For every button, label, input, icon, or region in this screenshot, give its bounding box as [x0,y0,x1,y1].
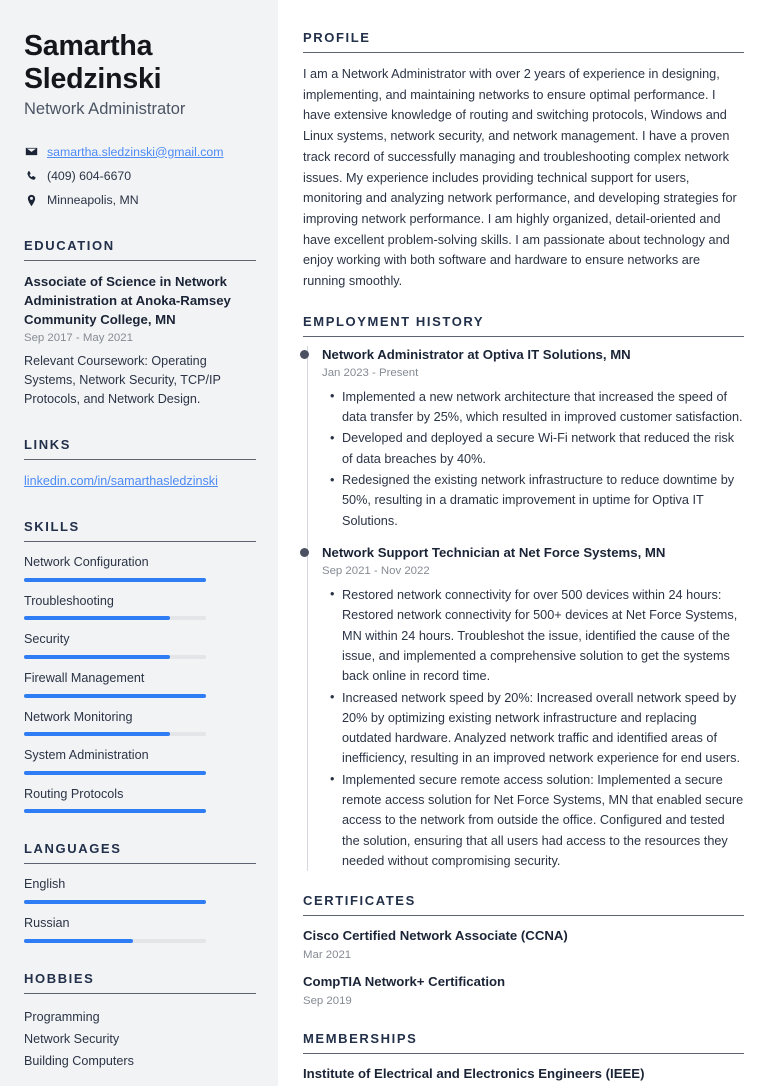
skills-heading: SKILLS [24,519,256,542]
skill-label: System Administration [24,748,149,763]
certificate-date: Sep 2019 [303,994,352,1007]
hobby-item: Building Computers [24,1054,134,1069]
map-pin-icon [24,194,38,207]
employment-bullet: • Implemented secure remote access solution: Implemented a secure remote access solution for Net Force Systems, MN that enabled secure access to the network from outside the office. Configured and tested the solution, ensuring that all users had access to the resources they needed without compromising security. [342,770,744,872]
section-certificates [303,893,744,1009]
skill-meter-track [24,578,206,582]
employment-timeline [303,346,744,872]
education-heading: EDUCATION [24,238,256,261]
contact-list [24,143,256,210]
timeline-dot-icon [300,548,309,557]
certificate-title: CompTIA Network+ Certification [303,974,506,990]
language-meter-track [24,939,206,943]
skill-meter-track [24,809,206,813]
employment-bullet: • Restored network connectivity for over 500 devices within 24 hours: Restored network connectivity for 500+ devices at Net Force Systems, MN within 24 hours. Troubleshot the issue, identified the cause of the issue, and implemented a comprehensive solution to get the systems back online in record time. [342,585,744,687]
language-meter-fill [24,900,206,904]
section-profile [303,30,744,292]
employment-bullets [322,387,744,531]
certificates-list [303,927,744,1009]
skill-item [24,747,256,775]
skill-label: Routing Protocols [24,786,124,801]
certificate-date: Mar 2021 [303,948,352,961]
employment-bullet: • Developed and deployed a secure Wi-Fi network that reduced the risk of data breaches by 40%. [342,428,744,469]
certificates-heading: CERTIFICATES [303,893,744,916]
education-description: Relevant Coursework: Operating Systems, Network Security, TCP/IP Protocols, and Network Design. [24,354,221,407]
skill-meter-track [24,655,206,659]
skill-meter-fill [24,732,170,736]
skill-label: Network Configuration [24,555,149,569]
candidate-name: Samartha Sledzinski [24,30,162,96]
skill-label: Troubleshooting [24,593,114,608]
certificate-title: Cisco Certified Network Associate (CCNA) [303,928,568,944]
skill-item [24,554,256,582]
section-employment-history [303,314,744,872]
links-heading: LINKS [24,437,256,460]
contact-location-text: Minneapolis, MN [47,193,139,208]
memberships-list [303,1065,744,1083]
profile-text: I am a Network Administrator with over 2 years of experience in designing, implementing, and maintaining networks to ensure optimal performance. I have extensive knowledge of routing and switching protocols, Windows and Linux systems, network security, and network management. I have a proven track record of successfully managing and troubleshooting complex network issues. My experience includes providing technical support for users, monitoring and analyzing network performance, and developing strategies for improving network performance. I am highly organized, detail-oriented and have excellent problem-solving skills. I am passionate about technology and enjoy working with both software and hardware to ensure networks are running smoothly. [303,67,737,289]
employment-heading: EMPLOYMENT HISTORY [303,314,744,337]
languages-heading: LANGUAGES [24,841,256,864]
memberships-heading: MEMBERSHIPS [303,1031,744,1054]
membership-title: Institute of Electrical and Electronics Engineers (IEEE) [303,1066,645,1082]
skill-label: Network Monitoring [24,709,133,724]
profile-heading: PROFILE [303,30,744,53]
hobby-item: Programming [24,1009,100,1024]
contact-phone-text: (409) 604-6670 [47,168,132,183]
section-education [24,238,256,409]
language-label: Russian [24,916,70,930]
language-label: English [24,877,66,892]
skill-item [24,786,256,814]
skills-list [24,554,256,813]
employment-date: Jan 2023 - Present [322,367,419,380]
certificate-item [303,973,744,1009]
link-item[interactable]: linkedin.com/in/samarthasledzinski [24,474,218,489]
skill-item [24,631,256,659]
envelope-icon [24,145,38,158]
skill-meter-track [24,694,206,698]
skill-item [24,593,256,621]
employment-bullet: • Increased network speed by 20%: Increased overall network speed by 20% by optimizing existing network infrastructure and replacing outdated hardware. Analyzed network traffic and identified areas of inefficiency, resulting in an improved network experience for end users. [342,688,744,769]
timeline-dot-icon [300,350,309,359]
skill-meter-fill [24,616,170,620]
skill-meter-track [24,616,206,620]
employment-date: Sep 2021 - Nov 2022 [322,565,430,578]
section-languages [24,841,256,942]
skill-item [24,709,256,737]
main-column [278,0,768,1086]
language-item [24,915,256,943]
section-skills [24,519,256,813]
skill-label: Firewall Management [24,670,145,685]
employment-item [322,544,744,871]
skill-meter-fill [24,578,206,582]
skill-label: Security [24,632,70,647]
phone-icon [24,170,38,183]
language-meter-fill [24,939,133,943]
employment-role: Network Administrator at Optiva IT Solutions, MN [322,346,631,362]
contact-email[interactable] [24,143,256,161]
skill-meter-track [24,732,206,736]
contact-location [24,191,256,209]
language-item [24,876,256,904]
hobbies-heading: HOBBIES [24,971,256,994]
contact-phone [24,167,256,185]
employment-bullet: • Implemented a new network architecture that increased the speed of data transfer by 25%, which resulted in improved customer satisfaction. [342,387,744,428]
employment-bullet: • Redesigned the existing network infrastructure to reduce downtime by 50%, resulting in a dramatic improvement in uptime for Optiva IT Solutions. [342,470,744,531]
languages-list [24,876,256,942]
skill-meter-fill [24,771,206,775]
hobbies-list [24,1006,256,1073]
certificate-item [303,927,744,963]
employment-role: Network Support Technician at Net Force Systems, MN [322,544,666,560]
skill-meter-track [24,771,206,775]
section-hobbies [24,971,256,1073]
education-title: Associate of Science in Network Administration at Anoka-Ramsey Community College, MN [24,273,231,327]
skill-meter-fill [24,809,206,813]
contact-email-link[interactable]: samartha.sledzinski@gmail.com [47,144,224,159]
employment-bullets [322,585,744,871]
hobby-item: Network Security [24,1032,120,1047]
skill-meter-fill [24,694,206,698]
education-date: Sep 2017 - May 2021 [24,332,133,345]
section-memberships [303,1031,744,1083]
sidebar [0,0,278,1086]
skill-item [24,670,256,698]
candidate-job-title: Network Administrator [24,100,186,119]
section-links [24,437,256,491]
skill-meter-fill [24,655,170,659]
language-meter-track [24,900,206,904]
employment-item [322,346,744,531]
